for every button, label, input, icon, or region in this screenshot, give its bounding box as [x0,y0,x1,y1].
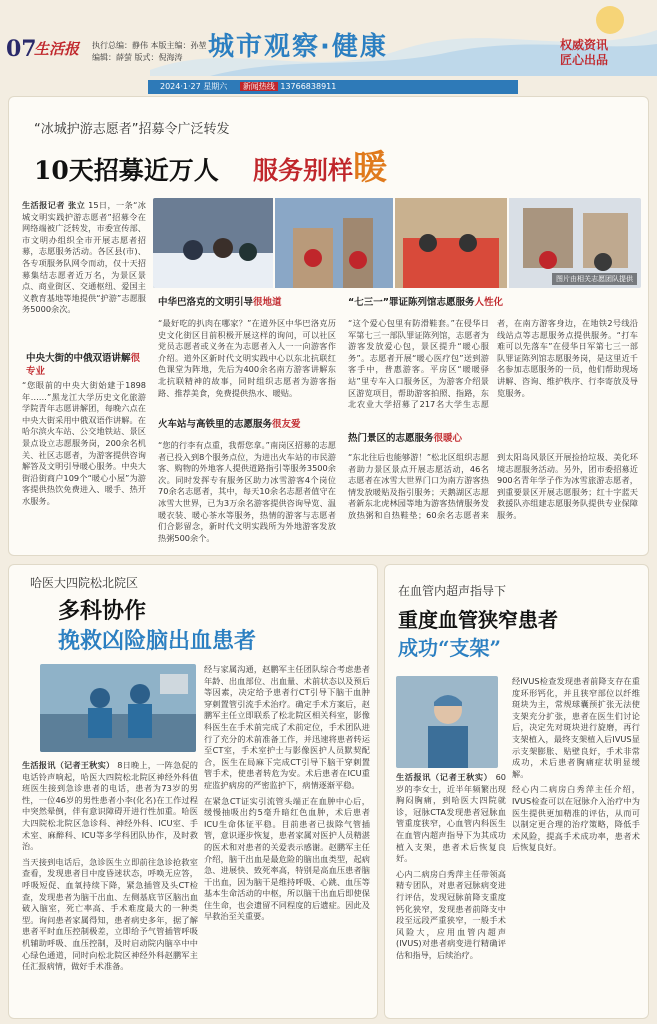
staff-line-1: 执行总编：静伟 本版主编：孙堃 [92,41,207,50]
sec-b-title-text: 中华巴洛克的文明引导 [158,297,254,308]
story2-text2: 当天接到电话后，急诊医生立即前往急诊抢救室查看，发现患者目中度昏迷状态，呼唤无应答，呼吸短促、血氧持续下降，紧急插管及头CT检查，发现患者为脑干出血、左侧基底节区脑出血破入脑室，死亡率高、手术难度最大的一种类型。询问患者家属得知，患者病史多年，据了解患者平时血压控制极差，立即给予气管插管呼吸机辅助呼吸、血压控制，及时启动院内脑卒中中心绿色通道，同时向松北院区神经外科赵鹏军主任汇报病情，做好手术准备。 [22,856,198,972]
issue-date: 2024·1·27 星期六 [160,82,228,91]
story2-text3: 经与家属沟通，赵鹏军主任团队综合考虑患者年龄、出血部位、出血量、术前状态以及预后等因素，决定给予患者行CT引导下脑干血肿穿刺置管引流手术治疗。确定手术方案后，赵鹏军主任立即联系了松北院区相关科室，影像科医生在手术前完成了术前定位，手术团队进行了充分的术前准备工作，并迅速将患者转运至CT室，手术室护士与影像医护人员默契配合，医生在局麻下完成CT引导下脑干穿刺置管手术，使患者转危为安。术后患者在ICU重症监护病房的严密监护下，病情逐渐平稳。 [204,664,370,790]
story1-sec-b-text: “最好吃的扒肉在哪家？”在道外区中华巴洛克历史文化街区目前积极开展这样的询问，可以社区党员志愿者或义务在为志愿者入人一一向游客作介绍。道外区新时代文明实践中心以东北抗联红色课堂为阵地，先后为400余名南方游客讲解东北抗联精神的故事，同时组织志愿者为游客指路、推荐美食，免费提供热水、暖贴。 [158,318,336,398]
story1-photo-strip [153,198,641,288]
story3-col1 [396,772,506,1012]
sec-c-title-accent: 很友爱 [272,419,301,430]
story1-sec-d-title [348,296,638,309]
story3-col2 [512,676,640,1012]
slogan [560,38,608,68]
story1-kicker: “冰城护游志愿者”招募令广泛转发 [34,122,230,137]
story3-byline: 生活报讯（记者王秋实） [396,772,493,782]
staff-line-2: 编辑：薛萤 版式：倪海涛 [92,53,183,62]
sec-a-title-accent: 很专业 [26,353,141,377]
story3-text4: 经心内二病房白秀萍主任介绍，IVUS检查可以在冠脉介入治疗中为医生提供更加精准的评估，从而可以制定更合理的治疗策略，降低手术风险，提高手术成功率，患者术后恢复良好。 [512,784,640,853]
story3-title-line2: 成功“支架” [398,636,502,660]
date-band [148,80,518,94]
hotline-label: 新闻热线 [240,82,278,91]
story2-title-line2: 挽救凶险脑出血患者 [58,628,257,654]
story1-title-part2: 服务别样 [252,156,353,185]
story2-byline: 生活报讯（记者王秋实） [22,760,115,770]
story3-text1: 60岁的李女士，近半年频繁出现胸闷胸痛，到哈医大四院就诊，冠脉CTA发现患者冠脉血管重度狭窄，心血管内科医生在血管内超声指导下为其成功植入支架，患者术后恢复良好。 [396,772,506,864]
sec-c-title-text: 火车站与高铁里的志愿服务 [158,419,273,430]
story1-title-accent: 暖 [353,148,387,188]
story2-text1: 8日晚上，一阵急促的电话铃声响起，哈医大四院松北院区神经外科值班医生接到急诊患者的电话，患者为73岁的男性，一位46岁的男性患者小李(化名)在工作过程中突然晕倒，伴有意识障碍开进行性加重。哈医大四院松北院区急诊科、神经外科、ICU室、手术室、麻醉科、ICU等多学科团队协作，及时救治。 [22,760,198,852]
sec-d-title-accent: 人性化 [474,297,504,308]
sec-b-title-accent: 很地道 [253,297,282,308]
story1-sec-b-title [158,296,338,309]
story1-sec-c-text: “您的行李有点重，我帮您拿。”南岗区招募的志愿者已投入到8个服务点位，为进出火车站的市民游客、购物的外地客人提供道路指引等服务3500余次。同时发挥专有服务区助力冰雪游客4个岗位70余名志愿者，其中，每天10余名志愿者值守在冰雪大世界，已为3万余名游客提供咨询导览、温暖衣装、暖心茶水等服务，热情的游客与志愿者们合影留念，新时代文明实践所为外地游客发放热粥500余个。 [158,440,336,543]
story1-sec-e-text: “东北往后也能够游！”松北区组织志愿者助力景区景点开展志愿活动，46名志愿者在冰雪大世界门口为南方游客热情发放暖贴及指引服务；天鹅湖区志愿者新东北虎林园等地为游客热情服务发放热粥和自热鞋垫；60余名志愿者来到太阳岛风景区开展捡拾垃圾、美化环境志愿服务活动。另外，团市委招募近900名青年学子作为冰雪旅游志愿者，到重要景区开展志愿服务；红十字蓝天救援队亦组建志愿服务队提供专业保障服务。 [348,452,638,520]
paper-name: 生活报 [34,40,80,58]
surgery-photo [40,664,196,752]
story1-photo-caption: 图片由相关志愿团队提供 [552,273,637,285]
story3-text2: 心内二病房白秀萍主任带领高精专团队，对患者冠脉病变进行评估，发现冠脉前降支重度钙化狭窄，发现患者前降支中段至远段严重狭窄，一般手术风险大，应用血管内超声(IVUS)对患者病变进行精确评估和指导，后续治疗。 [396,868,506,960]
story1-title-part1: 10天招募近万人 [34,156,219,185]
story1-lead-text: 15日，一条“冰城文明实践护游志愿者”招募令在网络端被广泛转发，市委宣传部、市文明办组织全市开展志愿者招募，志愿服务活动。各区县(市)、各专项服务队网令而动，仅十天招募集结志愿者近万名，为景区景点、商业街区、交通枢纽、爱国主义教育基地等地提供“护游”志愿服务5000余次。 [22,200,146,315]
story1-sec-a-text: “您眼前的中央大街始建于1898年……”黑龙江大学历史文化旅游学院青年志愿讲解团，每晚六点在中央大街采用中俄双语作讲解。在哈尔滨火车站、公交地铁站、景区景点设立志愿服务岗，200余名机关、社区志愿者，为游客提供咨询解答及文明引导暖心服务。中央大街沿街商户109个“暖心小屋”为游客提供热饮免费进入、暖手、热开水服务。 [22,380,146,506]
story2-col2 [204,664,370,1010]
page-number: 07 [6,36,37,62]
hotline-number: 13766838911 [280,82,337,91]
story1-sec-c-title [158,418,338,431]
story1-sec-a-title [26,352,146,378]
story2-photo [40,664,196,752]
story2-col1 [22,760,198,1010]
story1-sec-d-text: “这个爱心包里有防滑鞋套。”在侵华日军第七三一部队罪证陈列馆，志愿者为游客发放爱心包，景区提升“暖心服务”。志愿者开展“暖心医疗包”送到游客手中，普惠游客。平房区“暖暖驿站”里专车入口服务区，为游客介绍景区游览项目，帮助游客拍照、指路，东北农业大学招募了217名大学生志愿者，在南方游客身边，在地铁2号线沿线站点等志愿服务点提供服务。“打车难可以先落车”在侵华日军第七三一部队罪证陈列馆志愿服务岗，是这里近千名参加志愿服务的一员，他们帮助现场讲解、咨询、维护秩序、行李寄放及导览服务。 [348,318,638,410]
story3-title-line1: 重度血管狭窄患者 [398,608,558,632]
story1-lead [22,200,146,350]
sec-e-title-accent: 很暖心 [433,433,463,444]
story3-kicker: 在血管内超声指导下 [398,584,507,598]
staff-credits [92,40,222,64]
story2-kicker: 哈医大四院松北院区 [30,576,139,590]
story3-text3: 经IVUS检查发现患者前降支存在重度环形钙化，并且狭窄部位以纤维斑块为主，常规球囊预扩张无法使支架充分扩张，患者在医生们讨论后，决定先对斑块进行旋磨，再行支架植入，最终支架植入后IVUS显示支架膨胀、贴壁良好，手术非常成功，术后患者胸痛症状明显缓解。 [512,676,640,779]
story3-photo [396,676,498,768]
story1-byline: 生活报记者 张立 [22,200,86,210]
slogan-line-1: 权威资讯 [560,38,609,52]
section-title: 城市观察·健康 [208,32,388,62]
story1-title [34,140,387,189]
story2-title-line1: 多科协作 [58,598,147,624]
sec-a-title-text: 中央大街的中俄双语讲解 [26,353,131,364]
sec-e-title-text: 热门景区的志愿服务 [348,433,434,444]
doctor-photo [396,676,498,768]
story2-text4: 在紧急CT证实引流管头端正在血肿中心后，缓慢抽吸出约5毫升暗红色血肿，术后患者ICU生命体征平稳。目前患者已拔除气管插管，意识逐步恢复，患者家属对医护人员精湛的医术和对患者的关爱表示感谢。赵鹏军主任介绍，脑干出血是最危险的脑出血类型，起病急、进展快、致死率高，特别是高血压患者脑干出血，因为脑干是维持呼吸、心跳、血压等基本生命活动的中枢，所以脑干出血后即使保住生命，也会遗留不同程度的后遗症。因此及早救治至关重要。 [204,795,370,922]
story1-sec-e-title [348,432,548,445]
slogan-line-2: 匠心出品 [560,53,609,67]
sec-d-title-text: “七三一”罪证陈列馆志愿服务 [348,297,475,308]
